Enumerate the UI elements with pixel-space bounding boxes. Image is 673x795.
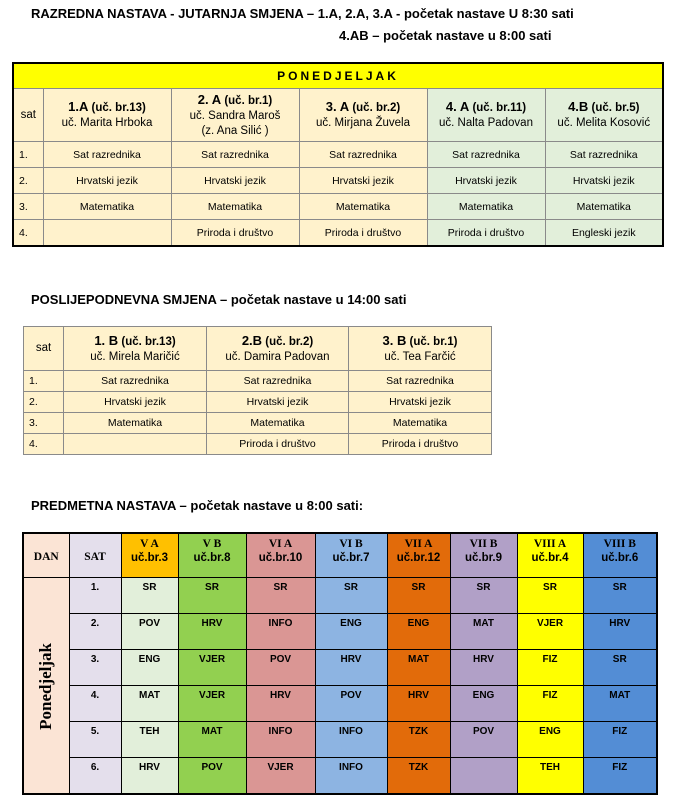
subject-cell: ENG (450, 686, 517, 722)
class-name: V A (140, 538, 159, 550)
class-header (64, 327, 207, 371)
teacher-name: uč. Damira Padovan (225, 350, 330, 363)
table-row (23, 650, 657, 686)
classroom-number: uč.br.10 (258, 552, 303, 564)
class-header (545, 89, 663, 142)
class-header (349, 327, 492, 371)
lesson-cell: Priroda i društvo (349, 434, 492, 455)
classroom-number: (uč. br.1) (224, 94, 273, 107)
subject-cell: FIZ (517, 686, 583, 722)
subject-cell: INFO (315, 722, 387, 758)
table-row (24, 371, 492, 392)
subject-cell: POV (178, 758, 246, 795)
class-name: VIII B (603, 538, 636, 550)
subject-cell: MAT (121, 686, 178, 722)
subject-cell: SR (583, 578, 657, 614)
class-title (64, 333, 206, 350)
grade4-start-title: 4.AB – početak nastave u 8:00 sati (339, 28, 552, 43)
class-header (171, 89, 299, 142)
classroom-number: uč.br.3 (130, 552, 169, 564)
lesson-cell: Sat razrednika (545, 142, 663, 168)
subject-cell: SR (583, 650, 657, 686)
subject-cell: SR (178, 578, 246, 614)
classroom-number: uč.br.4 (531, 552, 569, 564)
classroom-number: (uč. br.11) (472, 102, 527, 114)
teacher-name: uč. Mirela Maričić (90, 350, 180, 363)
teacher-name: uč. Sandra Maroš (189, 109, 281, 122)
table-row (24, 413, 492, 434)
class-header (207, 327, 349, 371)
class-title (428, 99, 545, 116)
period-number: 4. (69, 686, 121, 722)
classroom-number: (uč. br.1) (409, 335, 458, 348)
subject-cell: SR (387, 578, 450, 614)
lesson-cell: Sat razrednika (427, 142, 545, 168)
afternoon-schedule-table (23, 326, 492, 455)
subject-cell: MAT (450, 614, 517, 650)
subject-cell: INFO (246, 722, 315, 758)
class-name: 4.B (568, 99, 589, 114)
lesson-cell: Matematika (207, 413, 349, 434)
subject-cell (450, 758, 517, 795)
class-header-row (23, 533, 657, 578)
lesson-cell: Matematika (427, 194, 545, 220)
classroom-number: (uč. br.13) (91, 102, 146, 114)
class-header (43, 89, 171, 142)
class-title (44, 99, 171, 116)
subject-cell: POV (121, 614, 178, 650)
class-name: 1. B (94, 332, 119, 348)
subject-cell: SR (450, 578, 517, 614)
subject-cell: VJER (178, 650, 246, 686)
subject-cell: MAT (387, 650, 450, 686)
lesson-cell: Hrvatski jezik (349, 392, 492, 413)
lesson-cell: Hrvatski jezik (171, 168, 299, 194)
teacher-name: uč. Melita Kosović (557, 117, 651, 129)
class-header (450, 533, 517, 578)
day-row (13, 63, 663, 89)
class-name: 1.A (68, 99, 89, 114)
subject-cell: VJER (517, 614, 583, 650)
class-title (349, 333, 491, 350)
subject-cell: ENG (121, 650, 178, 686)
classroom-number: uč.br.12 (396, 552, 441, 564)
sat-header: SAT (69, 533, 121, 578)
morning-shift-title: RAZREDNA NASTAVA - JUTARNJA SMJENA – 1.A, 2.A, 3.A - početak nastave U 8:30 sati (31, 6, 574, 21)
sat-header: sat (24, 327, 64, 371)
class-name: 2. A (197, 91, 222, 107)
class-name: VII A (404, 538, 433, 550)
lesson-cell: Sat razrednika (299, 142, 427, 168)
lesson-cell: Matematika (43, 194, 171, 220)
table-row (23, 614, 657, 650)
lesson-cell: Matematika (349, 413, 492, 434)
teacher-name: uč. Marita Hrboka (61, 117, 153, 129)
class-name: 3. A (325, 99, 350, 114)
period-number: 3. (13, 194, 43, 220)
day-name: Ponedjeljak (36, 642, 56, 730)
class-header (246, 533, 315, 578)
class-header-row (13, 89, 663, 142)
table-row (13, 168, 663, 194)
lesson-cell: Sat razrednika (64, 371, 207, 392)
class-header (387, 533, 450, 578)
lesson-cell: Priroda i društvo (171, 220, 299, 247)
sat-header: sat (13, 89, 43, 142)
teacher-name: uč. Mirjana Žuvela (316, 117, 410, 129)
class-name: 2.B (241, 332, 263, 348)
class-name: 4. A (445, 99, 470, 114)
class-header (427, 89, 545, 142)
subject-cell: SR (315, 578, 387, 614)
subject-cell: FIZ (517, 650, 583, 686)
class-title (172, 92, 299, 109)
class-name: VIII A (533, 538, 567, 550)
subject-cell: HRV (583, 614, 657, 650)
subject-cell: POV (450, 722, 517, 758)
lesson-cell: Sat razrednika (207, 371, 349, 392)
teacher-name: uč. Tea Farčić (384, 350, 456, 363)
lesson-cell (64, 434, 207, 455)
lesson-cell: Priroda i društvo (427, 220, 545, 247)
class-name: 3. B (382, 332, 407, 348)
subject-teaching-title: PREDMETNA NASTAVA – početak nastave u 8:00 sati: (31, 498, 364, 513)
period-number: 4. (24, 434, 64, 455)
subject-cell: VJER (246, 758, 315, 795)
subject-cell: HRV (246, 686, 315, 722)
class-name: VII B (469, 538, 498, 550)
subject-schedule-table (22, 532, 658, 795)
classroom-number: (uč. br.13) (121, 335, 176, 348)
class-header (121, 533, 178, 578)
lesson-cell: Matematika (545, 194, 663, 220)
dan-header: DAN (23, 533, 69, 578)
table-row (24, 392, 492, 413)
classroom-number: (uč. br.5) (591, 102, 640, 114)
subject-cell: HRV (121, 758, 178, 795)
classroom-number: uč.br.8 (193, 552, 231, 564)
class-header (299, 89, 427, 142)
lesson-cell: Hrvatski jezik (43, 168, 171, 194)
table-row (13, 220, 663, 247)
period-number: 3. (69, 650, 121, 686)
subject-cell: POV (315, 686, 387, 722)
subject-cell: MAT (583, 686, 657, 722)
table-row (13, 194, 663, 220)
class-header (583, 533, 657, 578)
lesson-cell: Matematika (299, 194, 427, 220)
lesson-cell: Priroda i društvo (299, 220, 427, 247)
subject-cell: SR (121, 578, 178, 614)
subject-cell: HRV (315, 650, 387, 686)
subject-cell: POV (246, 650, 315, 686)
period-number: 1. (24, 371, 64, 392)
afternoon-shift-title: POSLIJEPODNEVNA SMJENA – početak nastave u 14:00 sati (31, 292, 407, 307)
table-row (13, 142, 663, 168)
lesson-cell: Hrvatski jezik (64, 392, 207, 413)
classroom-number: uč.br.7 (332, 552, 370, 564)
table-row (23, 722, 657, 758)
class-title (207, 333, 348, 350)
lesson-cell: Sat razrednika (349, 371, 492, 392)
lesson-cell (43, 220, 171, 247)
subject-cell: FIZ (583, 722, 657, 758)
subject-cell: ENG (517, 722, 583, 758)
substitute-teacher: (z. Ana Silić ) (201, 124, 269, 137)
subject-cell: HRV (178, 614, 246, 650)
class-header (517, 533, 583, 578)
period-number: 2. (24, 392, 64, 413)
class-title (300, 99, 427, 116)
subject-cell: TEH (517, 758, 583, 795)
classroom-number: uč.br.9 (464, 552, 503, 564)
subject-cell: HRV (387, 686, 450, 722)
lesson-cell: Engleski jezik (545, 220, 663, 247)
lesson-cell: Hrvatski jezik (207, 392, 349, 413)
lesson-cell: Hrvatski jezik (427, 168, 545, 194)
subject-cell: INFO (315, 758, 387, 795)
subject-cell: TZK (387, 722, 450, 758)
subject-cell: FIZ (583, 758, 657, 795)
class-name: V B (202, 538, 222, 550)
lesson-cell: Sat razrednika (171, 142, 299, 168)
period-number: 6. (69, 758, 121, 795)
class-title (546, 99, 663, 116)
period-number: 3. (24, 413, 64, 434)
subject-cell: SR (246, 578, 315, 614)
table-row (23, 578, 657, 614)
class-header-row (24, 327, 492, 371)
subject-cell: SR (517, 578, 583, 614)
subject-cell: HRV (450, 650, 517, 686)
subject-cell: ENG (387, 614, 450, 650)
lesson-cell: Priroda i društvo (207, 434, 349, 455)
subject-cell: INFO (246, 614, 315, 650)
lesson-cell: Hrvatski jezik (545, 168, 663, 194)
subject-cell: TZK (387, 758, 450, 795)
subject-cell: VJER (178, 686, 246, 722)
period-number: 1. (13, 142, 43, 168)
table-row (23, 758, 657, 795)
class-header (178, 533, 246, 578)
subject-cell: TEH (121, 722, 178, 758)
table-row (24, 434, 492, 455)
lesson-cell: Sat razrednika (43, 142, 171, 168)
classroom-number: uč.br.6 (601, 552, 639, 564)
classroom-number: (uč. br.2) (265, 335, 314, 348)
subject-cell: MAT (178, 722, 246, 758)
day-label (23, 578, 69, 795)
class-name: VI B (339, 538, 363, 550)
classroom-number: (uč. br.2) (352, 102, 401, 114)
period-number: 4. (13, 220, 43, 247)
period-number: 2. (13, 168, 43, 194)
morning-schedule-table (12, 62, 664, 247)
teacher-name: uč. Nalta Padovan (439, 117, 533, 129)
lesson-cell: Hrvatski jezik (299, 168, 427, 194)
class-header (315, 533, 387, 578)
day-header: PONEDJELJAK (13, 63, 663, 89)
table-row (23, 686, 657, 722)
lesson-cell: Matematika (64, 413, 207, 434)
period-number: 2. (69, 614, 121, 650)
period-number: 1. (69, 578, 121, 614)
subject-cell: ENG (315, 614, 387, 650)
class-name: VI A (268, 538, 293, 550)
period-number: 5. (69, 722, 121, 758)
lesson-cell: Matematika (171, 194, 299, 220)
